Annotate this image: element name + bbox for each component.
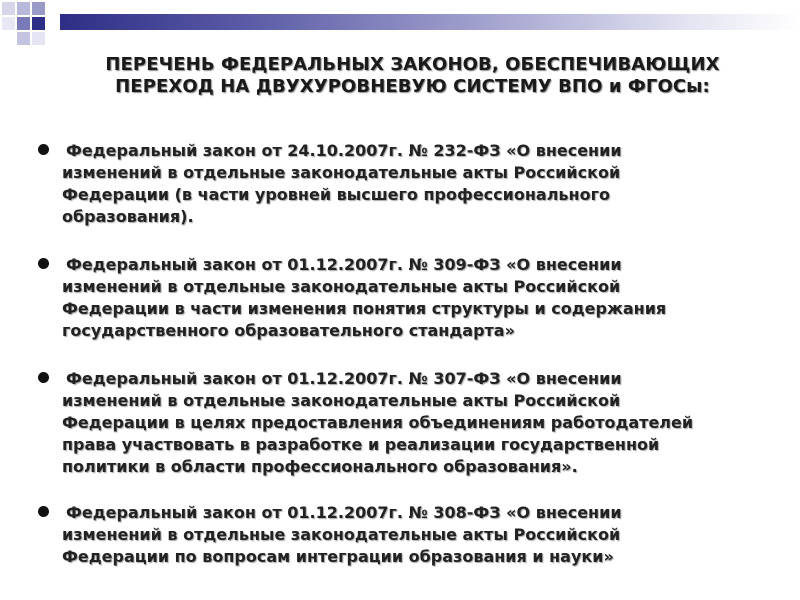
law-text (62, 254, 752, 342)
law-text (62, 140, 752, 228)
law-line: изменений в отдельные законодательные акты Российской (62, 391, 621, 410)
law-line: образования). (62, 207, 194, 226)
law-text (62, 502, 752, 568)
bullet-icon (38, 144, 49, 155)
law-line: государственного образовательного стандарта» (62, 321, 515, 340)
slide-title-line: ПЕРЕХОД НА ДВУХУРОВНЕВУЮ СИСТЕМУ ВПО и ФГОСы: (115, 76, 710, 97)
law-line: изменений в отдельные законодательные акты Российской (62, 163, 621, 182)
law-line: Федерации в части изменения понятия структуры и содержания (62, 299, 667, 318)
bullet-icon (38, 372, 49, 383)
law-line: Федеральный закон от 24.10.2007г. № 232-ФЗ «О внесении (66, 141, 622, 160)
slide-title-line: ПЕРЕЧЕНЬ ФЕДЕРАЛЬНЫХ ЗАКОНОВ, ОБЕСПЕЧИВАЮЩИХ (105, 54, 720, 75)
law-line: права участвовать в разработке и реализации государственной (62, 435, 660, 454)
bullet-icon (38, 506, 49, 517)
law-line: Федерации по вопросам интеграции образования и науки» (62, 547, 614, 566)
law-line: Федерации в целях предоставления объединениям работодателей (62, 413, 694, 432)
bullet-icon (38, 258, 49, 269)
law-line: Федерации (в части уровней высшего профессионального (62, 185, 610, 204)
law-line: Федеральный закон от 01.12.2007г. № 309-ФЗ «О внесении (66, 255, 622, 274)
law-line: Федеральный закон от 01.12.2007г. № 308-ФЗ «О внесении (66, 503, 622, 522)
law-line: Федеральный закон от 01.12.2007г. № 307-ФЗ «О внесении (66, 369, 622, 388)
law-text (62, 368, 752, 478)
law-line: изменений в отдельные законодательные акты Российской (62, 277, 621, 296)
law-line: политики в области профессионального образования». (62, 457, 578, 476)
law-line: изменений в отдельные законодательные акты Российской (62, 525, 621, 544)
